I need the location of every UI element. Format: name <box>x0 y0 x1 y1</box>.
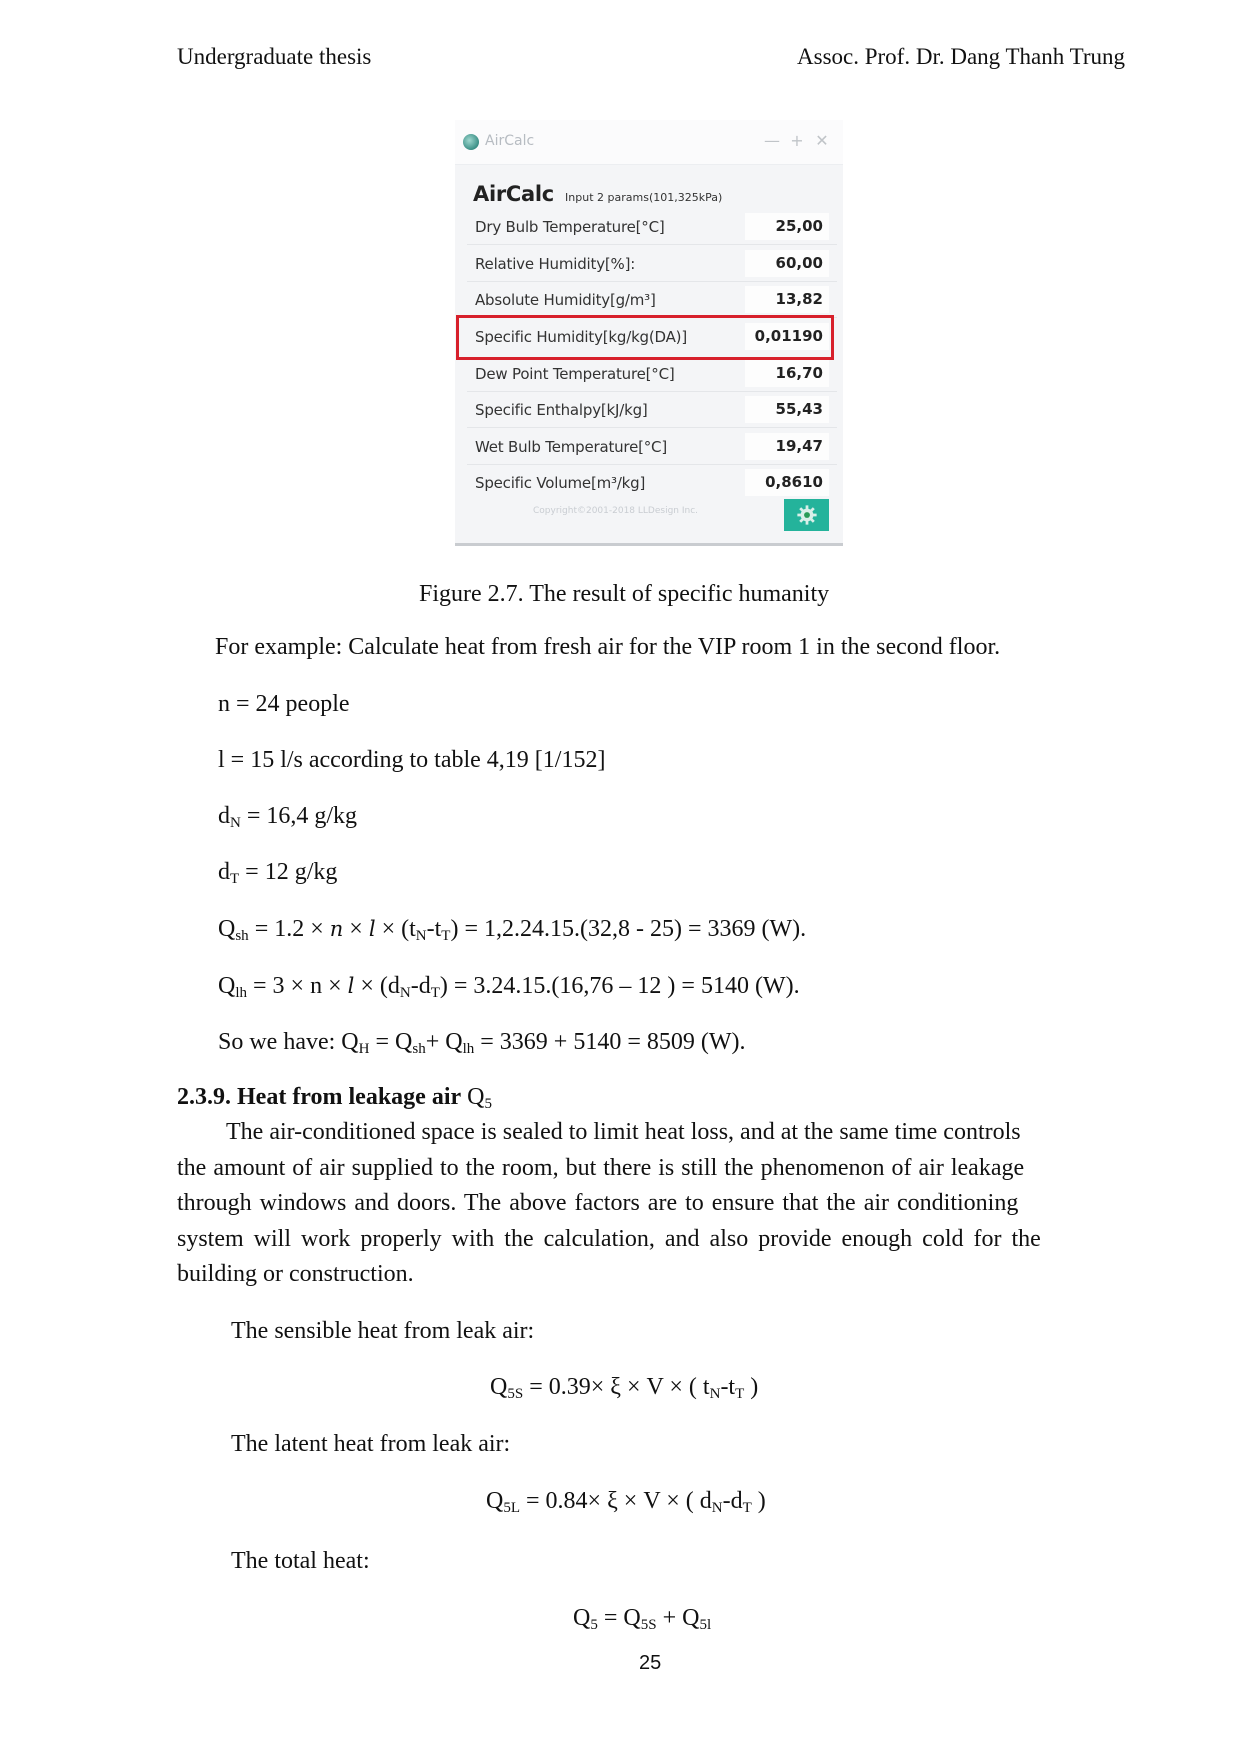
text: So we have: Q <box>218 1029 359 1055</box>
subscript: N <box>415 928 427 944</box>
row-dew-point <box>467 357 837 392</box>
text: = Q <box>369 1029 413 1055</box>
text: ) <box>751 1488 766 1514</box>
var-n: n <box>329 917 344 941</box>
minimize-button[interactable]: — <box>764 131 780 150</box>
qsh-equation <box>218 915 806 943</box>
q5l-equation <box>486 1487 766 1515</box>
row-label: Dry Bulb Temperature[°C] <box>475 218 665 236</box>
running-header-right: Assoc. Prof. Dr. Dang Thanh Trung <box>797 44 1125 69</box>
value: = 16,4 g/kg <box>240 803 358 829</box>
symbol: d <box>218 859 230 885</box>
text: = Q <box>597 1605 641 1631</box>
subscript: T <box>735 1386 745 1402</box>
text: = 3 × n × <box>247 973 348 999</box>
symbol: Q <box>573 1605 591 1631</box>
row-dry-bulb <box>467 210 837 245</box>
aircalc-window <box>455 120 843 546</box>
app-subheading: Input 2 params(101,325kPa) <box>565 191 723 204</box>
subscript: N <box>709 1386 721 1402</box>
section-title: 2.3.9. Heat from leakage air <box>177 1084 462 1110</box>
symbol: Q <box>218 916 236 942</box>
row-absolute-humidity <box>467 283 837 318</box>
app-globe-icon <box>463 134 479 150</box>
row-value-input[interactable]: 60,00 <box>745 250 829 277</box>
subscript: 5L <box>503 1500 521 1516</box>
var-l: l <box>368 917 376 941</box>
settings-button[interactable] <box>784 499 829 531</box>
paragraph-line: through windows and doors. The above factors are to ensure that the air conditioning <box>177 1190 1019 1216</box>
subscript: T <box>742 1500 752 1516</box>
row-value-input[interactable]: 19,47 <box>745 433 829 460</box>
text: ) = 3.24.15.(16,76 – 12 ) = 5140 (W). <box>439 973 800 999</box>
text: × (t <box>375 916 416 942</box>
symbol: Q <box>490 1374 508 1400</box>
subscript: T <box>430 985 440 1001</box>
subscript: 5S <box>640 1617 657 1633</box>
text: -t <box>426 916 442 942</box>
row-label: Specific Humidity[kg/kg(DA)] <box>475 328 687 346</box>
subscript: lh <box>462 1041 475 1057</box>
row-value-input[interactable]: 13,82 <box>745 286 829 313</box>
text: -d <box>410 973 431 999</box>
row-value-input[interactable]: 25,00 <box>745 213 829 240</box>
symbol: d <box>218 803 230 829</box>
symbol: Q <box>218 973 236 999</box>
subscript: sh <box>412 1041 426 1057</box>
text: -d <box>722 1488 743 1514</box>
row-value-input[interactable]: 55,43 <box>745 396 829 423</box>
sensible-label: The sensible heat from leak air: <box>231 1318 535 1344</box>
text: + Q <box>425 1029 463 1055</box>
subscript: 5 <box>484 1096 492 1112</box>
text: × <box>343 916 369 942</box>
text: ) = 1,2.24.15.(32,8 - 25) = 3369 (W). <box>450 916 807 942</box>
pin-button[interactable]: + <box>790 131 804 150</box>
row-value-input[interactable]: 16,70 <box>745 360 829 387</box>
paragraph-line: the amount of air supplied to the room, but there is still the phenomenon of air leakage <box>177 1155 1025 1181</box>
dN-line <box>218 802 357 830</box>
var-l: l <box>347 974 355 998</box>
row-label: Specific Enthalpy[kJ/kg] <box>475 401 648 419</box>
qh-equation <box>218 1028 746 1056</box>
paragraph-line: The air-conditioned space is sealed to limit heat loss, and at the same time controls <box>226 1119 1021 1145</box>
subscript: T <box>230 871 240 887</box>
row-label: Absolute Humidity[g/m³] <box>475 291 656 309</box>
paragraph-line: building or construction. <box>177 1261 414 1287</box>
text: -t <box>720 1374 736 1400</box>
row-label: Relative Humidity[%]: <box>475 255 636 273</box>
subscript: 5 <box>590 1617 598 1633</box>
subscript: 5S <box>507 1386 524 1402</box>
paragraph-line: system will work properly with the calculation, and also provide enough cold for the <box>177 1226 1041 1252</box>
row-relative-humidity <box>467 247 837 282</box>
row-specific-volume <box>467 466 837 500</box>
example-intro: For example: Calculate heat from fresh air for the VIP room 1 in the second floor. <box>215 634 1001 660</box>
q5-equation <box>573 1604 711 1632</box>
app-heading <box>473 182 722 206</box>
l-line: l = 15 l/s according to table 4,19 [1/152] <box>218 747 606 773</box>
text: = 1.2 × <box>248 916 330 942</box>
value: = 12 g/kg <box>239 859 338 885</box>
page-number: 25 <box>639 1652 662 1674</box>
text: × (d <box>354 973 400 999</box>
subscript: N <box>399 985 411 1001</box>
subscript: T <box>441 928 451 944</box>
q5s-equation <box>490 1373 758 1401</box>
running-header-left: Undergraduate thesis <box>177 44 372 69</box>
subscript: sh <box>235 928 249 944</box>
text: = 0.39× ξ × V × ( t <box>523 1374 710 1400</box>
text: + Q <box>656 1605 700 1631</box>
highlight-box <box>456 315 834 360</box>
text: = 3369 + 5140 = 8509 (W). <box>474 1029 746 1055</box>
symbol: Q <box>486 1488 504 1514</box>
subscript: N <box>711 1500 723 1516</box>
close-button[interactable]: ✕ <box>815 131 829 150</box>
latent-label: The latent heat from leak air: <box>231 1431 511 1457</box>
text: = 0.84× ξ × V × ( d <box>520 1488 712 1514</box>
row-label: Specific Volume[m³/kg] <box>475 474 646 492</box>
row-value-input[interactable]: 0,01190 <box>745 323 829 350</box>
gear-icon <box>796 504 818 526</box>
window-title: AirCalc <box>485 133 535 149</box>
subscript: lh <box>235 985 248 1001</box>
row-enthalpy <box>467 393 837 428</box>
subscript: H <box>358 1041 370 1057</box>
copyright-text: Copyright©2001-2018 LLDesign Inc. <box>533 506 699 516</box>
dT-line <box>218 858 337 886</box>
row-wet-bulb <box>467 430 837 465</box>
app-name: AirCalc <box>473 182 554 206</box>
qlh-equation <box>218 972 800 1000</box>
row-label: Wet Bulb Temperature[°C] <box>475 438 667 456</box>
subscript: N <box>230 815 241 831</box>
window-titlebar <box>455 120 843 165</box>
n-line: n = 24 people <box>218 691 350 717</box>
total-label: The total heat: <box>231 1548 370 1574</box>
subscript: 5l <box>699 1617 712 1633</box>
figure-caption: Figure 2.7. The result of specific humanity <box>419 581 830 607</box>
text: ) <box>744 1374 759 1400</box>
symbol: Q <box>461 1084 485 1110</box>
row-value-input[interactable]: 0,8610 <box>745 469 829 496</box>
section-heading <box>177 1083 492 1111</box>
row-label: Dew Point Temperature[°C] <box>475 365 675 383</box>
